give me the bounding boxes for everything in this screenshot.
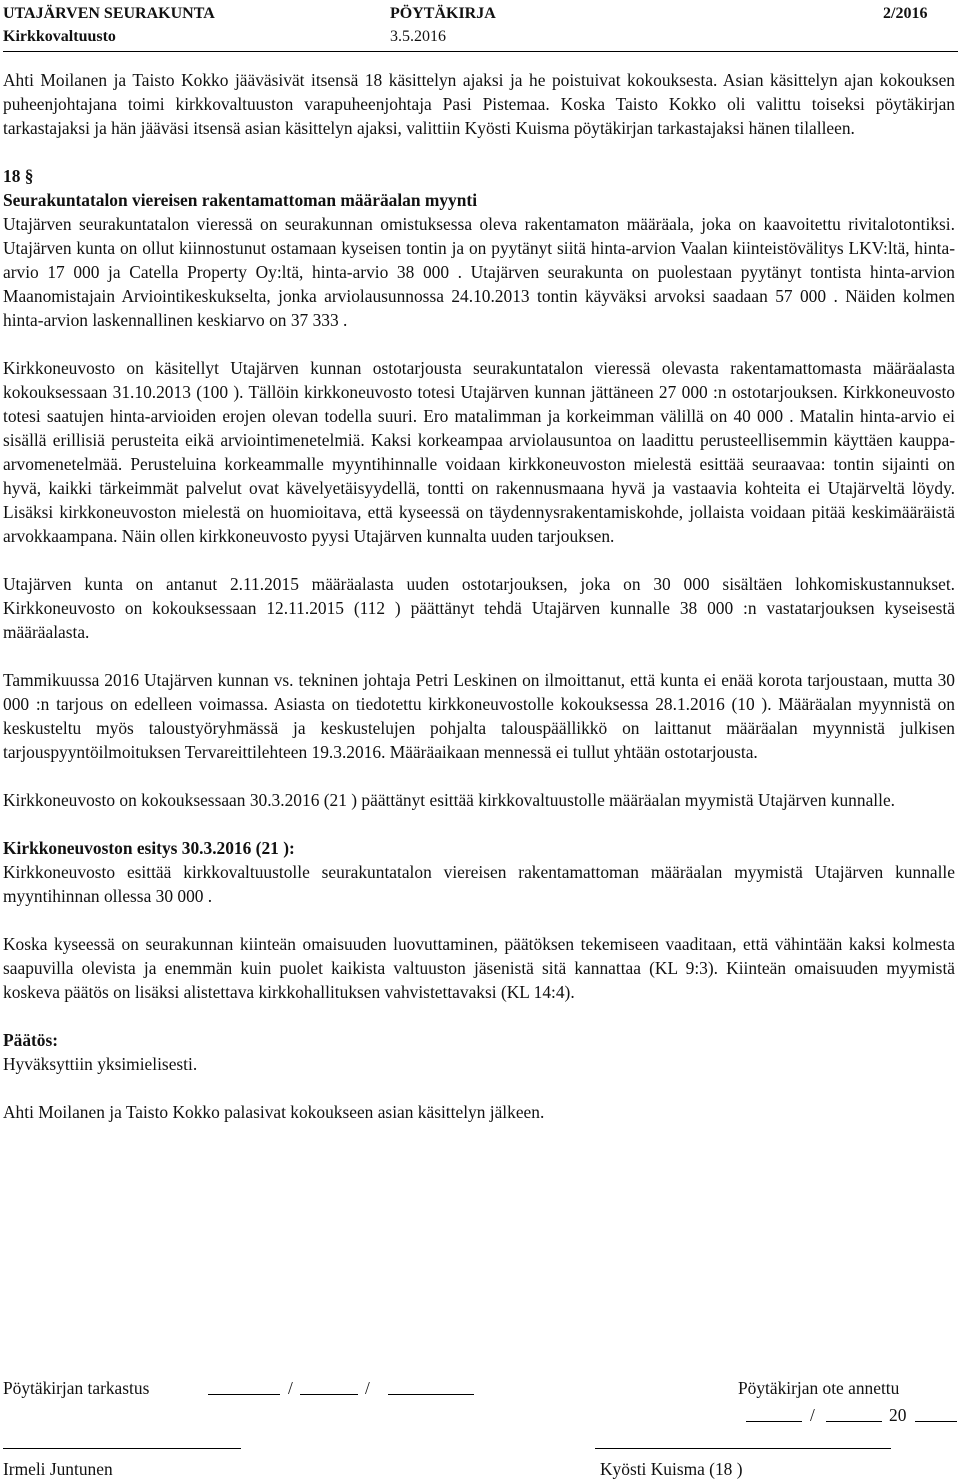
doc-type: PÖYTÄKIRJA: [390, 5, 496, 22]
extract-label: Pöytäkirjan ote annettu: [738, 1378, 900, 1398]
extract-year-prefix: 20: [889, 1405, 907, 1425]
meeting-date: 3.5.2016: [390, 28, 446, 45]
signature-line-1: [3, 1430, 241, 1449]
intro-paragraph: Ahti Moilanen ja Taisto Kokko jääväsivät itsensä 18 käsittelyn ajaksi ja he poistuivat kokouksesta. Asian käsittelyn ajan kokouksen puheenjohtajana toimi kirkkovaltuuston varapuheenjohtaja Pasi Pistemaa. Koska Taisto Kokko oli valittu toiseksi pöytäkirjan tarkastajaksi ja hän jääväsi itsensä asian käsittelyn ajaksi, valittiin Kyösti Kuisma pöytäkirjan tarkastajaksi hänen tilalleen.: [3, 70, 955, 138]
extract-year-line: [915, 1403, 957, 1422]
section-paragraph-2: Kirkkoneuvosto on käsitellyt Utajärven kunnan ostotarjousta seurakuntatalon vieressä olevasta rakentamattomasta määräalasta kokouksessaan 31.10.2013 (100 ). Tällöin kirkkoneuvosto totesi Utajärven kunnan jättäneen 27 000 :n ostotarjouksen. Kirkkoneuvosto totesi saatujen hinta-arvioiden erojen olevan todella suuri. Ero matalimman ja korkeimman välillä on 40 000 . Matalin hinta-arvio ei sisällä erillisiä perusteita eikä arviointimenetelmiä. Kaksi korkeampaa arviolausuntoa on laadittu perusteellisemmin käyttäen kauppa-arvomenetelmää. Perusteluina korkeammalle myyntihinnalle voidaan kirkkoneuvoston mielestä esittää seuraavaa: tontin sijainti on hyvä, kaikki tärkeimmät palvelut ovat kävelyetäisyydellä, tontti on rakennusmaana hyvä ja vastaavia kohteita ei Utajärveltä löydy. Lisäksi kirkkoneuvoston mielestä on huomioitava, että kyseessä on täydennysrakentamiskohde, jollaista voidaan pitää keskimääräistä arvokkaampana. Näin ollen kirkkoneuvosto pyysi Utajärven kunnalta uuden tarjouksen.: [3, 358, 955, 546]
section-paragraph-3: Utajärven kunta on antanut 2.11.2015 määräalasta uuden ostotarjouksen, joka on 30 000 sisältäen lohkomiskustannukset. Kirkkoneuvosto on kokouksessaan 12.11.2015 (112 ) päättänyt tehdä Utajärven kunnalle 38 000 :n vastatarjouksen kyseisestä määräalasta.: [3, 574, 955, 642]
doc-number: 2/2016: [883, 5, 928, 22]
section-paragraph-6: Koska kyseessä on seurakunnan kiinteän omaisuuden luovuttaminen, päätöksen tekemiseen vaaditaan, että vähintään kaksi kolmesta saapuvilla olevista ja enemmän kuin puolet kaikista valtuuston jäsenistä sitä kannattaa (KL 9:3). Kiinteän omaisuuden myymistä koskeva päätös on lisäksi alistettava kirkkohallituksen vahvistettavaksi (KL 14:4).: [3, 934, 955, 1002]
review-label: Pöytäkirjan tarkastus: [3, 1378, 150, 1398]
document-header: [3, 0, 955, 44]
review-slash-1: /: [288, 1378, 293, 1398]
extract-month-line: [826, 1403, 882, 1422]
signature-line-2: [595, 1430, 891, 1449]
section-paragraph-4: Tammikuussa 2016 Utajärven kunnan vs. tekninen johtaja Petri Leskinen on ilmoittanut, että kunta ei enää korota tarjoustaan, mutta 30 000 :n tarjous on edelleen voimassa. Asiasta on tiedotettu kirkkoneuvostolle kokouksessa 28.1.2016 (10 ). Määräalan myynnistä on keskusteltu myös taloustyöryhmässä ja keskustelujen pohjalta talouspäällikkö on laittanut määräalan myynnistä julkisen tarjouspyyntöilmoituksen Tervareittilehteen 19.3.2016. Määräaikaan mennessä ei tullut yhtään ostotarjousta.: [3, 670, 955, 762]
review-month-line: [300, 1376, 358, 1395]
section-title: Seurakuntatalon viereisen rakentamattoman määräalan myynti: [3, 190, 478, 210]
decision-heading: Päätös:: [3, 1030, 59, 1050]
section-number-line: [3, 164, 955, 188]
signer-2: Kyösti Kuisma (18 ): [600, 1459, 743, 1479]
section-number: 18: [3, 166, 21, 186]
document-body: [3, 68, 955, 1124]
proposal-heading: Kirkkoneuvoston esitys 30.3.2016 (21 ):: [3, 838, 295, 858]
review-day-line: [208, 1376, 280, 1395]
extract-slash: /: [810, 1405, 815, 1425]
document-page: [3, 0, 955, 1479]
section-symbol: §: [24, 166, 34, 186]
decision-text: Hyväksyttiin yksimielisesti.: [3, 1054, 198, 1074]
org-name: UTAJÄRVEN SEURAKUNTA: [3, 5, 215, 22]
proposal-text: Kirkkoneuvosto esittää kirkkovaltuustolle seurakuntatalon viereisen rakentamattoman määräalan myymistä Utajärven kunnalle myyntihinnan ollessa 30 000 .: [3, 862, 955, 906]
section-paragraph-5: Kirkkoneuvosto on kokouksessaan 30.3.2016 (21 ) päättänyt esittää kirkkovaltuustolle määräalan myymistä Utajärven kunnalle.: [3, 790, 896, 810]
review-year-line: [388, 1376, 474, 1395]
header-divider: [3, 51, 958, 52]
section-paragraph-7: Ahti Moilanen ja Taisto Kokko palasivat kokoukseen asian käsittelyn jälkeen.: [3, 1102, 545, 1122]
extract-day-line: [746, 1403, 802, 1422]
review-slash-2: /: [365, 1378, 370, 1398]
body-name: Kirkkovaltuusto: [3, 28, 116, 45]
section-paragraph-1: Utajärven seurakuntatalon vieressä on seurakunnan omistuksessa oleva rakentamaton määräala, joka on kaavoitettu rivitalotontiksi. Utajärven kunta on ollut kiinnostunut ostamaan kyseisen tontin ja on pyytänyt siitä hinta-arvion Vaalan kiinteistövälitys LKV:ltä, hinta-arvio 17 000 ja Catella Property Oy:ltä, hinta-arvio 38 000 . Utajärven seurakunta on puolestaan pyytänyt tontista hinta-arvion Maanomistajain Arviointikeskukselta, jonka arviolausunnossa 24.10.2013 tontin käyväksi arvoksi saadaan 57 000 . Näiden kolmen hinta-arvion laskennallinen keskiarvo on 37 333 .: [3, 214, 955, 330]
signer-1: Irmeli Juntunen: [3, 1459, 113, 1479]
